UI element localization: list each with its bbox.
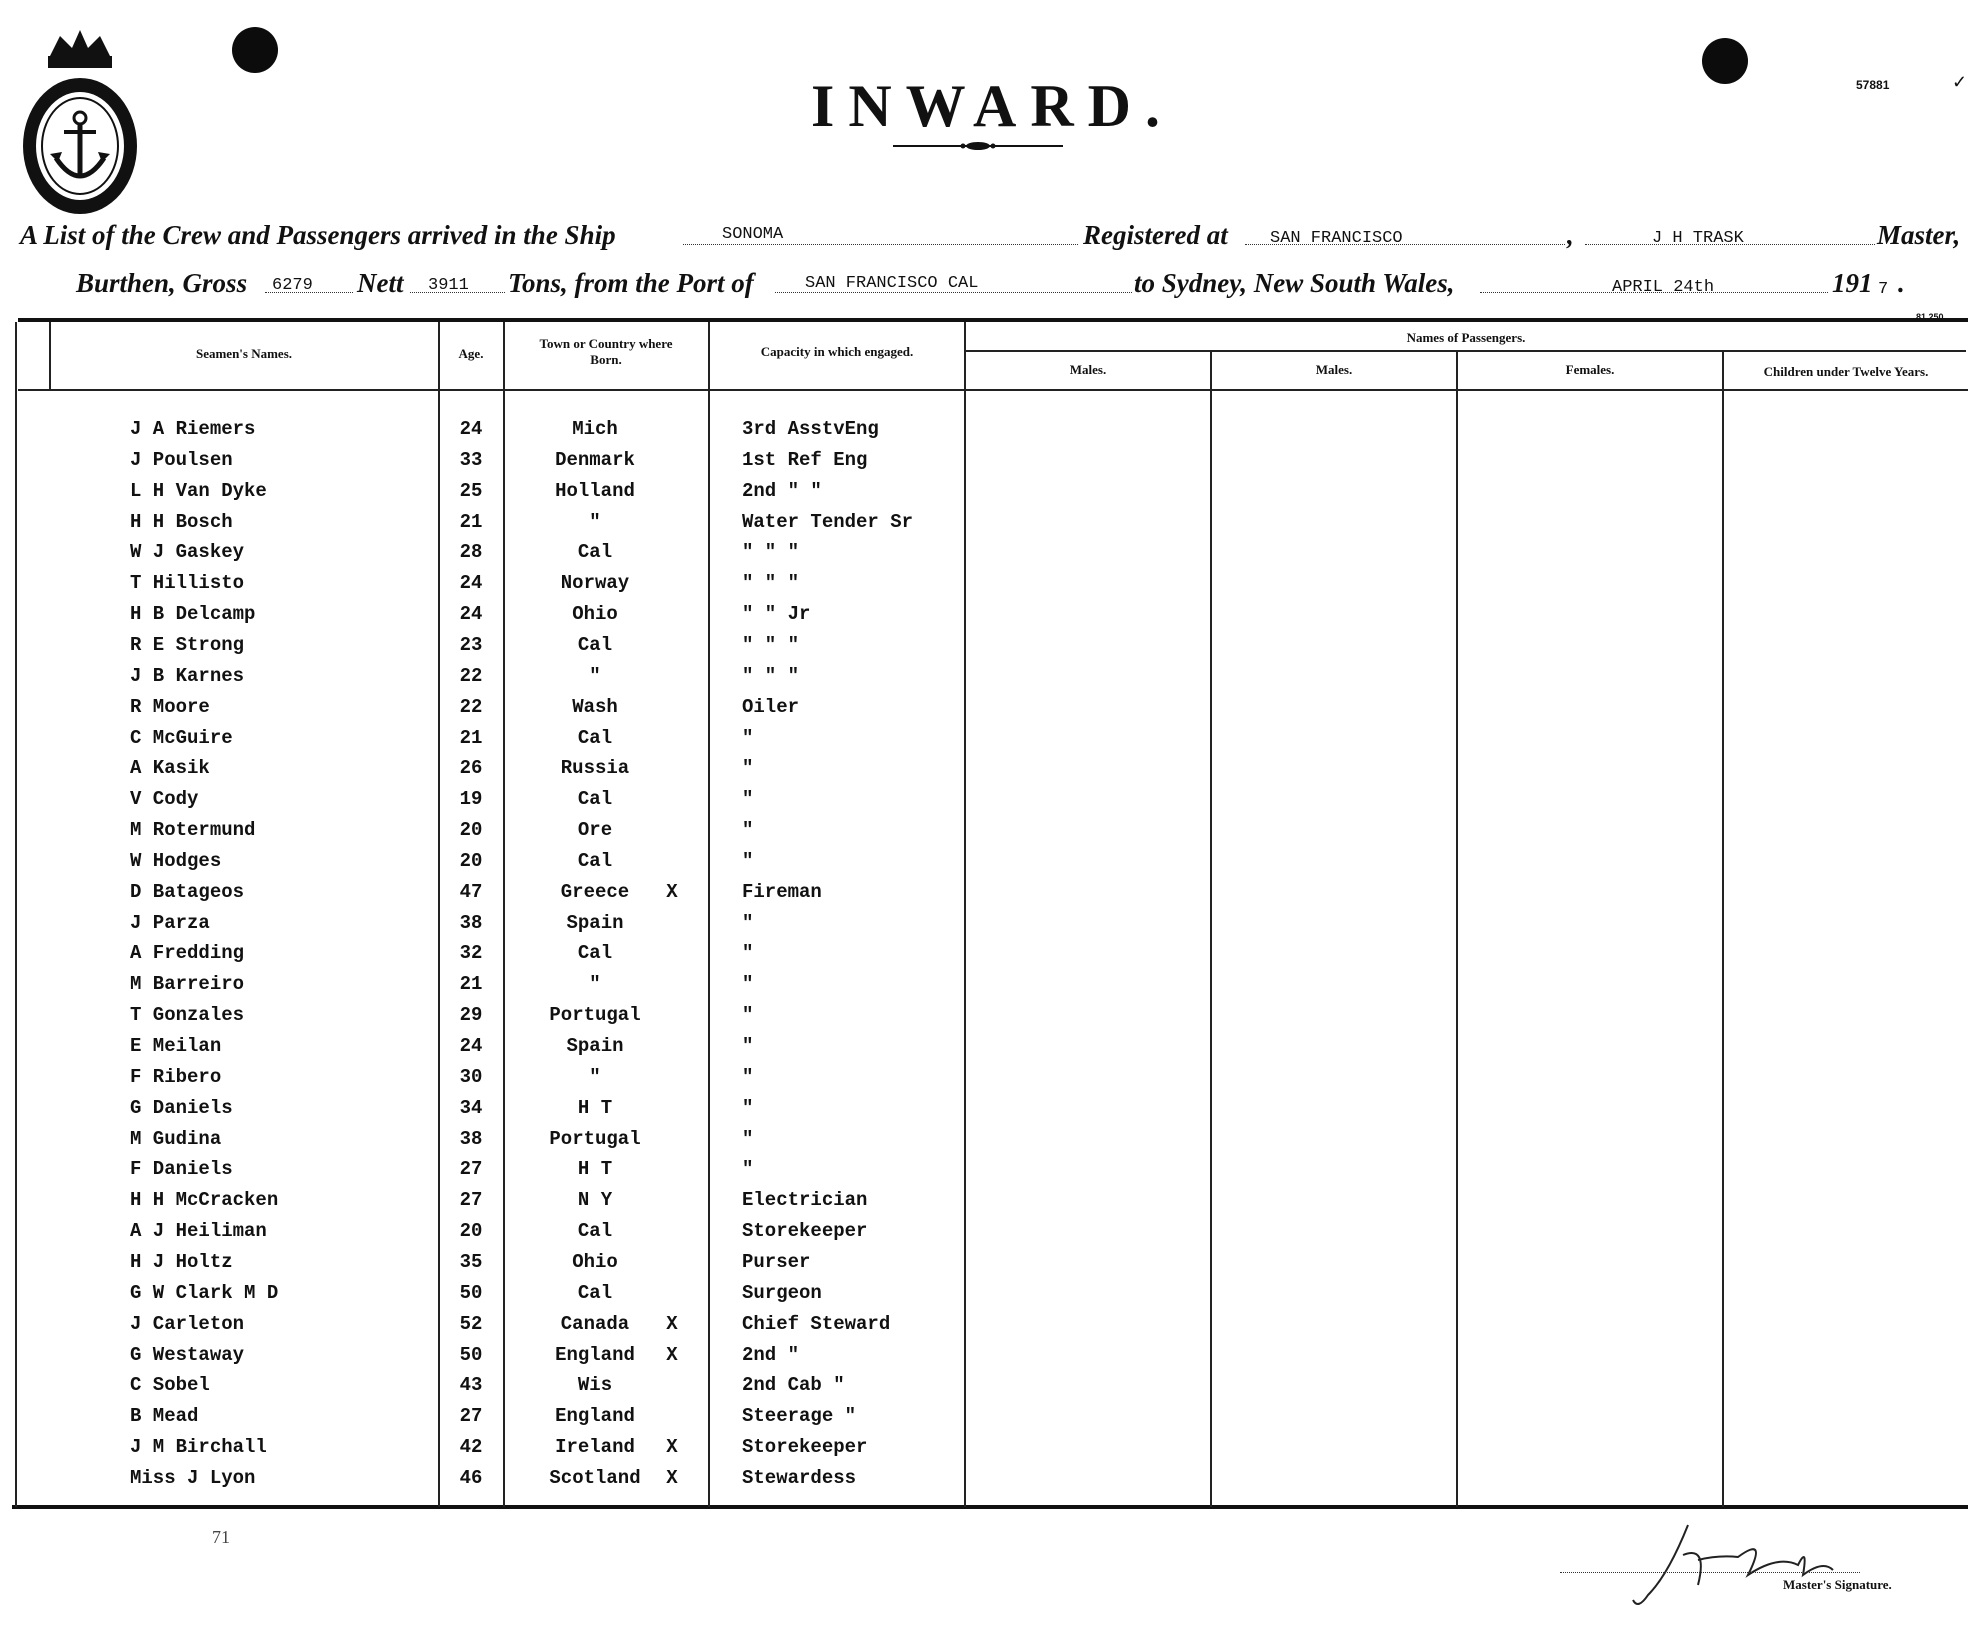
header-bottom-border xyxy=(18,389,1968,391)
punch-hole xyxy=(232,27,278,73)
crew-name: F Daniels xyxy=(130,1158,233,1180)
table-bottom-border xyxy=(12,1505,1968,1509)
year-typed: 7 xyxy=(1878,280,1889,299)
crew-name: W Hodges xyxy=(130,850,222,872)
crew-name: T Gonzales xyxy=(130,1004,245,1026)
crew-age: 20 xyxy=(459,1220,483,1242)
crew-name: H H McCracken xyxy=(130,1189,279,1211)
crew-capacity: " xyxy=(742,1066,754,1088)
crew-name: T Hillisto xyxy=(130,572,245,594)
crew-born: Portugal xyxy=(549,1004,641,1026)
crew-age: 24 xyxy=(459,418,483,440)
column-line xyxy=(964,322,966,1507)
crew-born: Portugal xyxy=(549,1128,641,1150)
crew-age: 20 xyxy=(459,819,483,841)
crew-born: Denmark xyxy=(555,449,635,471)
crew-capacity: " xyxy=(742,819,754,841)
column-header-males-2: Males. xyxy=(1315,362,1353,377)
column-header-name: Seamen's Names. xyxy=(195,346,293,361)
crew-name: J M Birchall xyxy=(130,1436,267,1458)
header-line2-text-b: Nett xyxy=(357,268,404,298)
column-line xyxy=(15,322,17,1507)
crew-capacity: Oiler xyxy=(742,696,800,718)
crew-name: Miss J Lyon xyxy=(130,1467,256,1489)
crew-age: 34 xyxy=(459,1097,483,1119)
crew-capacity: " xyxy=(742,1035,754,1057)
crew-born: Ohio xyxy=(572,603,618,625)
crew-born: Wis xyxy=(577,1374,613,1396)
crew-born: Spain xyxy=(566,1035,624,1057)
crew-born: Cal xyxy=(577,1220,613,1242)
crew-born: Ore xyxy=(577,819,613,841)
crew-born: Scotland xyxy=(549,1467,641,1489)
crew-born: " xyxy=(589,973,601,995)
crew-age: 23 xyxy=(459,634,483,656)
crew-name: H H Bosch xyxy=(130,511,233,533)
crew-age: 27 xyxy=(459,1189,483,1211)
crew-name: R E Strong xyxy=(130,634,245,656)
crew-name: H J Holtz xyxy=(130,1251,233,1273)
crew-born: " xyxy=(589,1066,601,1088)
crew-age: 52 xyxy=(459,1313,483,1335)
crew-age: 50 xyxy=(459,1282,483,1304)
crew-born: Cal xyxy=(577,942,613,964)
crew-capacity: " " " xyxy=(742,665,800,687)
header-line1-text-c: Master, xyxy=(1877,220,1961,250)
crew-name: V Cody xyxy=(130,788,199,810)
crew-age: 50 xyxy=(459,1344,483,1366)
signature-caption: Master's Signature. xyxy=(1783,1577,1892,1592)
crew-age: 33 xyxy=(459,449,483,471)
crew-capacity: " " " xyxy=(742,541,800,563)
passenger-header-divider xyxy=(966,350,1966,352)
crew-name: F Ribero xyxy=(130,1066,222,1088)
crew-born: Cal xyxy=(577,1282,613,1304)
column-header-capacity: Capacity in which engaged. xyxy=(760,344,914,359)
crew-name: A Kasik xyxy=(130,757,210,779)
crew-capacity: 2nd " xyxy=(742,1344,800,1366)
crew-age: 22 xyxy=(459,696,483,718)
crew-age: 21 xyxy=(459,727,483,749)
crew-born: Cal xyxy=(577,541,613,563)
crew-born: Wash xyxy=(572,696,618,718)
column-line xyxy=(1210,351,1212,1507)
crew-capacity: " xyxy=(742,727,754,749)
crew-age: 19 xyxy=(459,788,483,810)
header-line2-text-d: to Sydney, New South Wales, xyxy=(1134,268,1455,298)
crew-age: 28 xyxy=(459,541,483,563)
ship-dotted-line xyxy=(683,244,1078,245)
crew-born: H T xyxy=(577,1158,613,1180)
period: . xyxy=(1898,268,1905,298)
crew-alien-mark: X xyxy=(666,881,678,903)
crew-age: 26 xyxy=(459,757,483,779)
crew-age: 20 xyxy=(459,850,483,872)
crew-capacity: " xyxy=(742,788,754,810)
crew-age: 21 xyxy=(459,511,483,533)
gross-tonnage: 6279 xyxy=(272,276,313,295)
crew-capacity: Surgeon xyxy=(742,1282,822,1304)
crew-name: W J Gaskey xyxy=(130,541,245,563)
crew-born: Mich xyxy=(572,418,618,440)
header-line1-text-b: Registered at xyxy=(1083,220,1228,250)
registered-at: SAN FRANCISCO xyxy=(1270,229,1403,248)
crew-capacity: " " " xyxy=(742,634,800,656)
crew-born: Cal xyxy=(577,788,613,810)
ship-name: SONOMA xyxy=(722,225,784,244)
crew-age: 43 xyxy=(459,1374,483,1396)
master-name: J H TRASK xyxy=(1652,229,1744,248)
crew-capacity: " xyxy=(742,912,754,934)
crew-capacity: " " Jr xyxy=(742,603,811,625)
crew-born: England xyxy=(555,1405,635,1427)
crew-capacity: 3rd AsstvEng xyxy=(742,418,879,440)
crew-age: 21 xyxy=(459,973,483,995)
crew-capacity: Storekeeper xyxy=(742,1436,868,1458)
crew-age: 30 xyxy=(459,1066,483,1088)
crew-born: Spain xyxy=(566,912,624,934)
column-header-age: Age. xyxy=(458,346,484,361)
crew-capacity: Water Tender Sr xyxy=(742,511,914,533)
crew-age: 29 xyxy=(459,1004,483,1026)
crew-capacity: " xyxy=(742,1158,754,1180)
crew-name: C Sobel xyxy=(130,1374,210,1396)
crew-name: L H Van Dyke xyxy=(130,480,267,502)
table-top-border xyxy=(18,318,1968,322)
column-line xyxy=(1456,351,1458,1507)
title-ornament-icon xyxy=(893,140,1063,152)
column-header-born: Town or Country where Born. xyxy=(539,336,673,367)
crew-capacity: " " " xyxy=(742,572,800,594)
crew-age: 46 xyxy=(459,1467,483,1489)
crew-age: 35 xyxy=(459,1251,483,1273)
crew-born: H T xyxy=(577,1097,613,1119)
crew-name: B Mead xyxy=(130,1405,199,1427)
crew-name: J B Karnes xyxy=(130,665,245,687)
column-header-males-1: Males. xyxy=(1069,362,1107,377)
crew-capacity: 2nd " " xyxy=(742,480,822,502)
crew-name: J Poulsen xyxy=(130,449,233,471)
crew-capacity: Fireman xyxy=(742,881,822,903)
crew-alien-mark: X xyxy=(666,1344,678,1366)
crew-capacity: " xyxy=(742,973,754,995)
crew-alien-mark: X xyxy=(666,1436,678,1458)
signature-line xyxy=(1560,1572,1860,1573)
crew-age: 24 xyxy=(459,603,483,625)
year-printed: 191 xyxy=(1832,268,1873,298)
crew-born: England xyxy=(555,1344,635,1366)
column-header-children: Children under Twelve Years. xyxy=(1763,364,1929,379)
master-signature xyxy=(1628,1515,1878,1615)
crew-capacity: Chief Steward xyxy=(742,1313,891,1335)
crew-age: 47 xyxy=(459,881,483,903)
crew-name: A Fredding xyxy=(130,942,245,964)
crew-capacity: Stewardess xyxy=(742,1467,857,1489)
crew-age: 25 xyxy=(459,480,483,502)
page-title: INWARD. xyxy=(810,73,1175,139)
crew-born: Norway xyxy=(560,572,630,594)
crew-born: " xyxy=(589,511,601,533)
reference-number: 57881 xyxy=(1856,78,1890,92)
from-port: SAN FRANCISCO CAL xyxy=(805,274,979,293)
crew-capacity: " xyxy=(742,1128,754,1150)
crew-age: 32 xyxy=(459,942,483,964)
crew-capacity: " xyxy=(742,942,754,964)
header-line2-text-a: Burthen, Gross xyxy=(76,268,248,298)
crew-born: " xyxy=(589,665,601,687)
crew-age: 27 xyxy=(459,1405,483,1427)
header-line1-text-a: A List of the Crew and Passengers arrived in the Ship xyxy=(20,220,616,250)
crew-age: 38 xyxy=(459,912,483,934)
crew-born: Russia xyxy=(560,757,630,779)
crew-name: M Barreiro xyxy=(130,973,245,995)
crew-age: 22 xyxy=(459,665,483,687)
crew-capacity: 1st Ref Eng xyxy=(742,449,868,471)
crew-age: 42 xyxy=(459,1436,483,1458)
crew-alien-mark: X xyxy=(666,1313,678,1335)
crew-age: 24 xyxy=(459,572,483,594)
crew-name: D Batageos xyxy=(130,881,245,903)
crew-name: J A Riemers xyxy=(130,418,256,440)
crew-born: N Y xyxy=(577,1189,613,1211)
crew-name: J Parza xyxy=(130,912,210,934)
column-line xyxy=(1722,351,1724,1507)
crew-name: G W Clark M D xyxy=(130,1282,279,1304)
crew-name: C McGuire xyxy=(130,727,233,749)
crew-age: 24 xyxy=(459,1035,483,1057)
nett-tonnage: 3911 xyxy=(428,276,469,295)
crew-born: Holland xyxy=(555,480,635,502)
crew-born: Ohio xyxy=(572,1251,618,1273)
crew-capacity: " xyxy=(742,1004,754,1026)
crew-capacity: " xyxy=(742,757,754,779)
crew-capacity: Steerage " xyxy=(742,1405,857,1427)
crew-name: A J Heiliman xyxy=(130,1220,267,1242)
crew-name: M Gudina xyxy=(130,1128,222,1150)
column-header-females: Females. xyxy=(1565,362,1615,377)
crew-alien-mark: X xyxy=(666,1467,678,1489)
crew-name: G Daniels xyxy=(130,1097,233,1119)
comma: , xyxy=(1567,220,1574,250)
corner-mark: ✓ xyxy=(1952,72,1968,92)
crew-capacity: 2nd Cab " xyxy=(742,1374,845,1396)
crew-capacity: Electrician xyxy=(742,1189,868,1211)
pencil-note: 71 xyxy=(212,1527,230,1547)
print-code: 81 250 xyxy=(1916,312,1944,322)
crew-born: Greece xyxy=(560,881,630,903)
crew-name: H B Delcamp xyxy=(130,603,256,625)
arrival-date: APRIL 24th xyxy=(1612,278,1715,297)
header-line2-text-c: Tons, from the Port of xyxy=(508,268,754,298)
crew-age: 38 xyxy=(459,1128,483,1150)
crew-capacity: " xyxy=(742,1097,754,1119)
crew-born: Cal xyxy=(577,727,613,749)
crew-name: G Westaway xyxy=(130,1344,245,1366)
crew-capacity: " xyxy=(742,850,754,872)
crew-name: E Meilan xyxy=(130,1035,222,1057)
crew-name: M Rotermund xyxy=(130,819,256,841)
crew-born: Cal xyxy=(577,634,613,656)
crew-name: R Moore xyxy=(130,696,210,718)
crew-capacity: Purser xyxy=(742,1251,811,1273)
crew-born: Cal xyxy=(577,850,613,872)
crew-age: 27 xyxy=(459,1158,483,1180)
crew-capacity: Storekeeper xyxy=(742,1220,868,1242)
column-header-passengers: Names of Passengers. xyxy=(1406,330,1526,345)
crew-born: Ireland xyxy=(555,1436,635,1458)
crew-born: Canada xyxy=(560,1313,630,1335)
crew-name: J Carleton xyxy=(130,1313,245,1335)
